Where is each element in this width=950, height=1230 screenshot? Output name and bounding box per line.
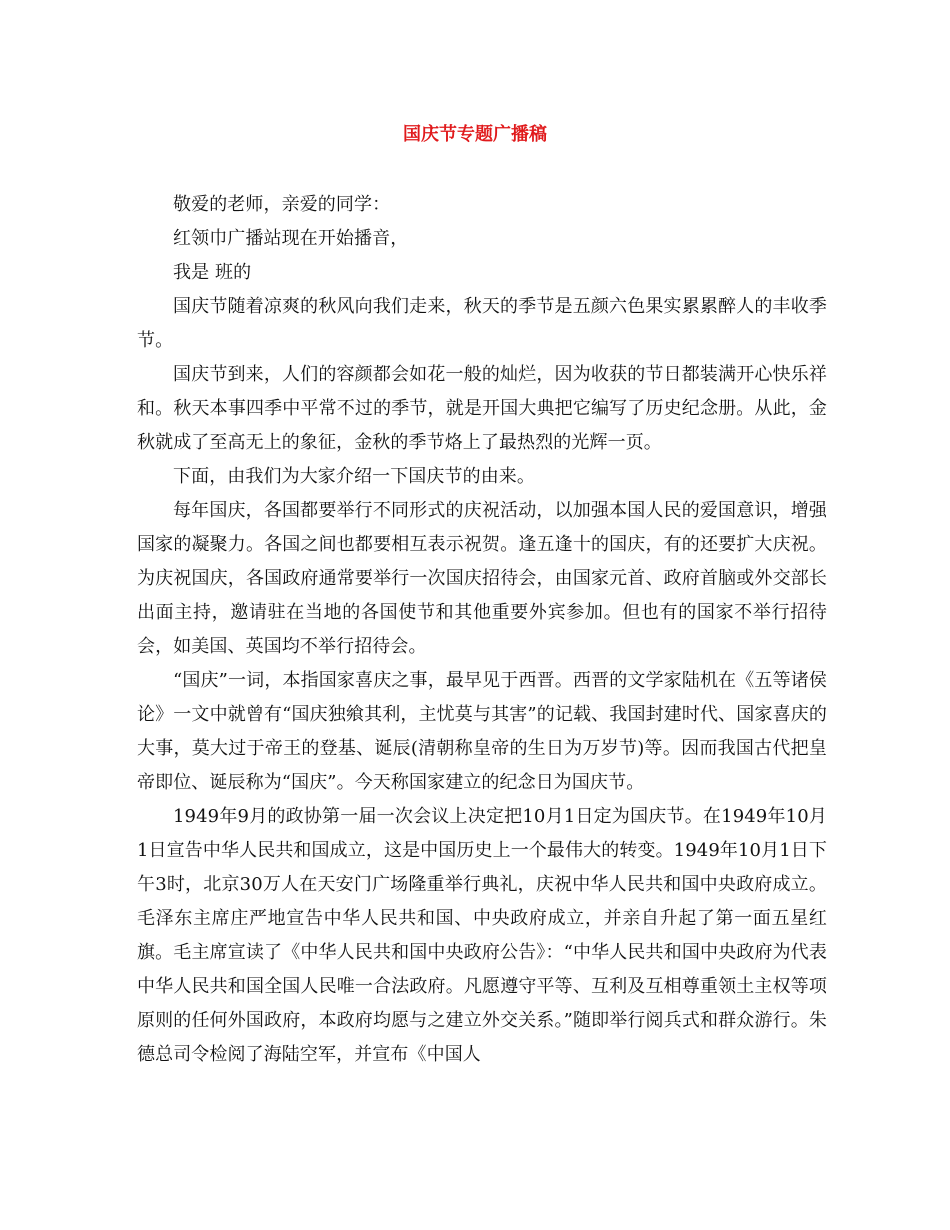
paragraph-harvest: 国庆节到来，人们的容颜都会如花一般的灿烂，因为收获的节日都装满开心快乐祥和。秋天本事四季中平常不过的季节，就是开国大典把它编写了历史纪念册。从此，金秋就成了至高无上的象征，金秋的季节烙上了最热烈的光辉一页。 [137, 364, 827, 453]
paragraph-celebrations: 每年国庆，各国都要举行不同形式的庆祝活动，以加强本国人民的爱国意识，增强国家的凝聚力。各国之间也都要相互表示祝贺。逢五逢十的国庆，有的还要扩大庆祝。为庆祝国庆，各国政府通常要举行一次国庆招待会，由国家元首、政府首脑或外交部长出面主持，邀请驻在当地的各国使节和其他重要外宾参加。但也有的国家不举行招待会，如美国、英国均不举行招待会。 [137, 500, 827, 657]
paragraph-history: 1949年9月的政协第一届一次会议上决定把10月1日定为国庆节。在1949年10月1日宣告中华人民共和国成立，这是中国历史上一个最伟大的转变。1949年10月1日下午3时，北京30万人在天安门广场隆重举行典礼，庆祝中华人民共和国中央政府成立。毛泽东主席庄严地宣告中华人民共和国、中央政府成立，并亲自升起了第一面五星红旗。毛主席宣读了《中华人民共和国中央政府公告》：“中华人民共和国中央政府为代表中华人民共和国全国人民唯一合法政府。凡愿遵守平等、互利及互相尊重领土主权等项原则的任何外国政府，本政府均愿与之建立外交关系。”随即举行阅兵式和群众游行。朱德总司令检阅了海陆空军，并宣布《中国人 [137, 806, 827, 1065]
paragraph-transition: 下面，由我们为大家介绍一下国庆节的由来。 [173, 466, 535, 487]
paragraph-opening: 红领巾广播站现在开始播音， [173, 228, 409, 249]
document-body [137, 188, 827, 1072]
paragraph-greeting: 敬爱的老师，亲爱的同学： [173, 194, 391, 215]
document-title: 国庆节专题广播稿 [403, 124, 547, 145]
paragraph-host-intro: 我是 班的 [173, 262, 252, 283]
paragraph-origin: “国庆”一词，本指国家喜庆之事，最早见于西晋。西晋的文学家陆机在《五等诸侯论》一文中就曾有“国庆独飨其利，主忧莫与其害”的记载、我国封建时代、国家喜庆的大事，莫大过于帝王的登基、诞辰(清朝称皇帝的生日为万岁节)等。因而我国古代把皇帝即位、诞辰称为“国庆”。今天称国家建立的纪念日为国庆节。 [137, 670, 827, 793]
paragraph-autumn: 国庆节随着凉爽的秋风向我们走来，秋天的季节是五颜六色果实累累醉人的丰收季节。 [137, 296, 827, 351]
